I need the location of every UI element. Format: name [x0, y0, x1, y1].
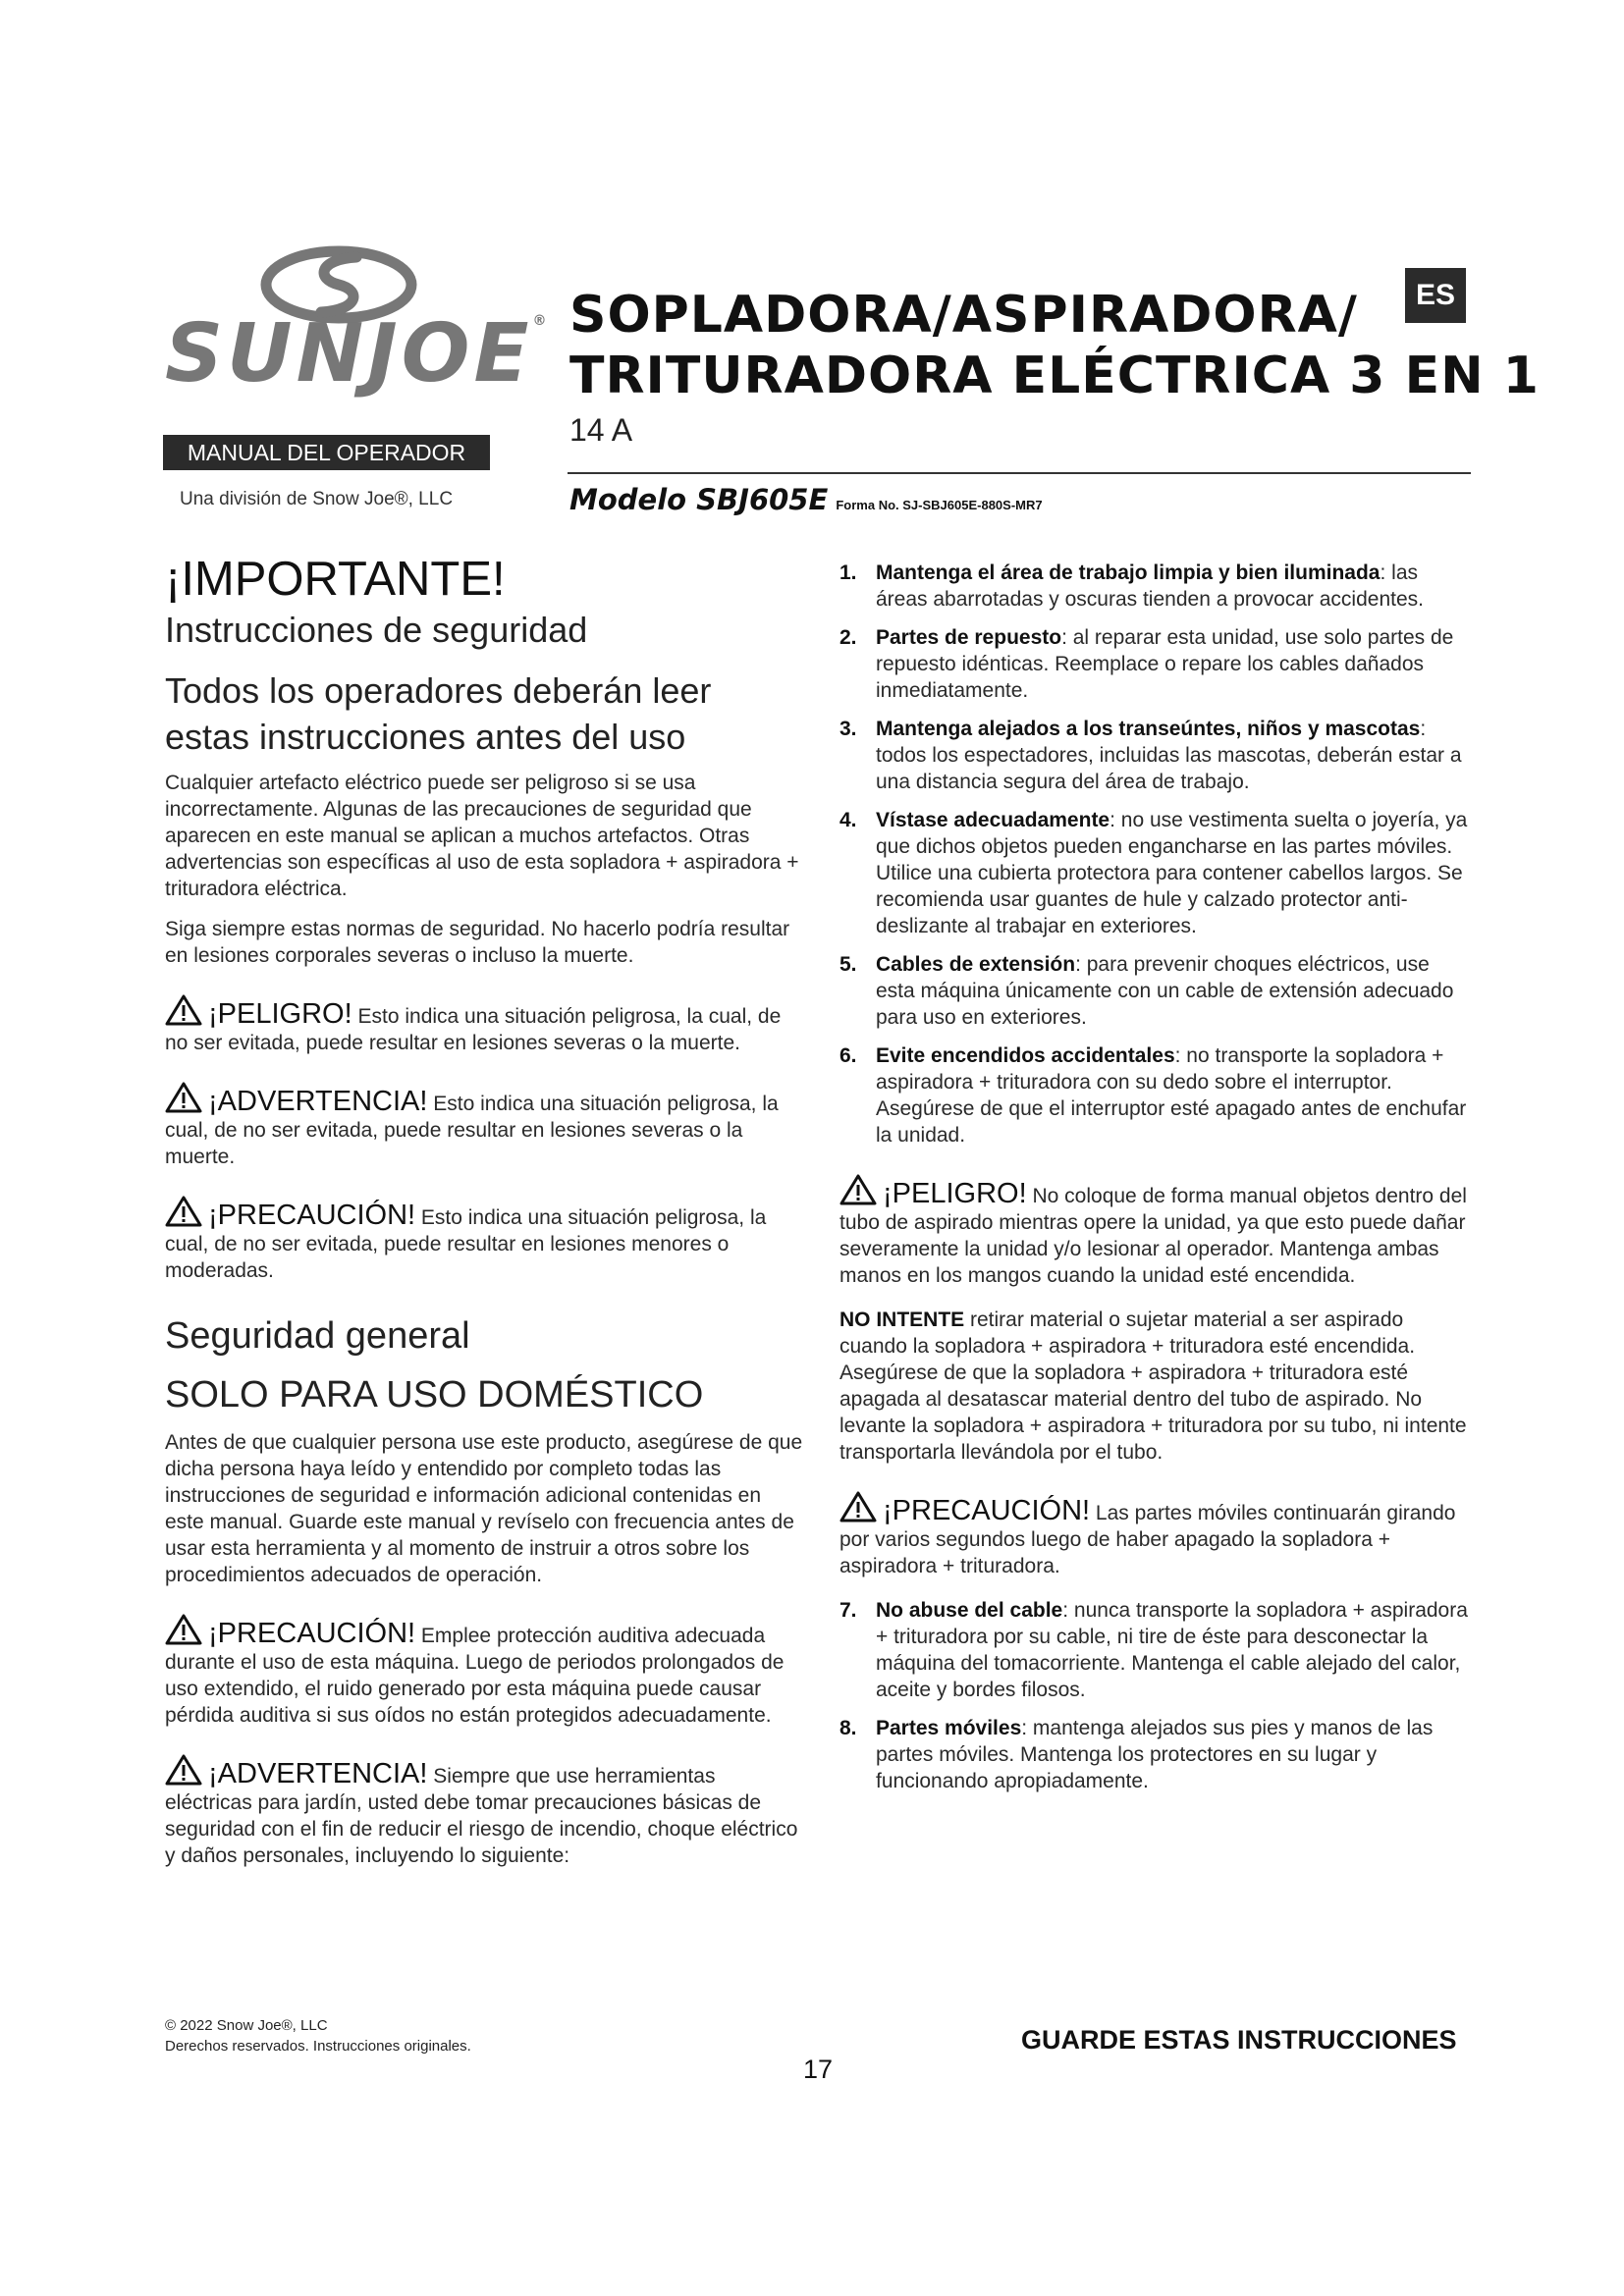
- brand-registered-mark: ®: [532, 313, 551, 329]
- item-lead: Mantenga alejados a los transeúntes, niños y mascotas: [876, 718, 1421, 740]
- item-text: : para prevenir choques eléctricos, use esta máquina únicamente con un cable de extensión adecuado para uso en exteriores.: [876, 953, 1454, 1029]
- danger-tube-text: No coloque de forma manual objetos dentro del tubo de aspirado mientras opere la unidad, ya que esto puede dañar severamente la unidad y/o lesionar al operador. Mantenga ambas manos en los mangos cuando la unidad esté encendida.: [839, 1185, 1467, 1287]
- safety-rules-list-2: [839, 1597, 1473, 1794]
- caution-moving-text: Las partes móviles continuarán girando por varios segundos luego de haber apagado la sopladora + aspiradora + trituradora.: [839, 1502, 1456, 1577]
- item-number: 6.: [839, 1044, 857, 1067]
- warning-triangle-icon: [165, 1754, 202, 1786]
- item-text: : nunca transporte la sopladora + aspiradora + trituradora por su cable, ni tire de éste para desconectar la máquina del tomacorriente. Mantenga el cable alejado del calor, aceite y bordes filosos.: [876, 1599, 1468, 1701]
- general-safety-heading: Seguridad general: [165, 1315, 470, 1357]
- manual-badge: MANUAL DEL OPERADOR: [163, 435, 490, 470]
- safety-instructions-heading: Instrucciones de seguridad: [165, 610, 588, 650]
- item-text: : todos los espectadores, incluidas las mascotas, deberán estar a una distancia segura del área de trabajo.: [876, 718, 1462, 793]
- caution-moving-label: ¡PRECAUCIÓN!: [883, 1495, 1091, 1526]
- model-line: [569, 483, 1043, 517]
- safety-rules-list-1: [839, 560, 1473, 1148]
- item-text: : mantenga alejados sus pies y manos de las partes móviles. Mantenga los protectores en su lugar y funcionando apropiadamente.: [876, 1717, 1434, 1792]
- caution-text: Esto indica una situación peligrosa, la cual, de no ser evitada, puede resultar en lesiones menores o moderadas.: [165, 1206, 767, 1282]
- warning-triangle-icon: [839, 1491, 877, 1522]
- item-number: 2.: [839, 626, 857, 649]
- domestic-only-heading: SOLO PARA USO DOMÉSTICO: [165, 1374, 704, 1415]
- language-badge: ES: [1405, 268, 1466, 323]
- division-text: Una división de Snow Joe®, LLC: [180, 489, 454, 509]
- item-number: 7.: [839, 1599, 857, 1622]
- right-column: [839, 560, 1473, 1806]
- general-safety-paragraph: Antes de que cualquier persona use este producto, asegúrese de que dicha persona haya leído y entendido por completo todas las instrucciones de seguridad e información adicional contenidas en este manual. Guarde este manual y revíselo con frecuencia antes de usar esta herramienta y al momento de instruir a otros sobre los procedimientos adecuados de operación.: [165, 1431, 803, 1586]
- warning-label: ¡ADVERTENCIA!: [208, 1086, 428, 1117]
- model-label: Modelo SBJ605E: [569, 483, 829, 516]
- warning-triangle-icon: [839, 1174, 877, 1205]
- item-lead: Partes móviles: [876, 1717, 1022, 1739]
- caution-hearing-label: ¡PRECAUCIÓN!: [208, 1618, 416, 1649]
- list-item: [839, 560, 1473, 613]
- page-number: 17: [803, 2055, 834, 2084]
- warning-electric-notice: [165, 1754, 803, 1869]
- warning-notice: [165, 1082, 803, 1170]
- title-line-2: TRITURADORA ELÉCTRICA 3 EN 1: [569, 347, 1540, 405]
- item-number: 5.: [839, 953, 857, 976]
- list-item: [839, 1597, 1473, 1703]
- all-operators-heading: Todos los operadores deberán leer estas instrucciones antes del uso: [165, 670, 712, 757]
- product-title: [569, 285, 1540, 406]
- item-lead: Vístase adecuadamente: [876, 809, 1110, 831]
- copyright-line-1: © 2022 Snow Joe®, LLC: [165, 2017, 328, 2034]
- item-lead: Cables de extensión: [876, 953, 1076, 976]
- amperage: 14 A: [569, 412, 633, 448]
- item-text: : no use vestimenta suelta o joyería, ya que dichos objetos pueden engancharse en las partes móviles. Utilice una cubierta protectora para contener cabellos largos. Se recomienda usar guantes de hule y calzado protector anti-deslizante al trabajar en exteriores.: [876, 809, 1468, 937]
- item-number: 4.: [839, 809, 857, 831]
- danger-text: Esto indica una situación peligrosa, la cual, de no ser evitada, puede resultar en lesiones severas o la muerte.: [165, 1005, 782, 1054]
- caution-label: ¡PRECAUCIÓN!: [208, 1200, 416, 1231]
- copyright-block: [165, 2015, 471, 2056]
- item-lead: Evite encendidos accidentales: [876, 1044, 1175, 1067]
- item-lead: Mantenga el área de trabajo limpia y bien iluminada: [876, 561, 1380, 584]
- caution-hearing-text: Emplee protección auditiva adecuada durante el uso de esta máquina. Luego de periodos prolongados de uso extendido, el ruido generado por esta máquina puede causar pérdida auditiva si sus oídos no están protegidos adecuadamente.: [165, 1625, 785, 1727]
- warning-electric-text: Siempre que use herramientas eléctricas para jardín, usted debe tomar precauciones básicas de seguridad con el fin de reducir el riesgo de incendio, choque eléctrico y daños personales, incluyendo lo siguiente:: [165, 1765, 798, 1867]
- brand-wordmark: [165, 307, 551, 400]
- no-intente-paragraph: [839, 1307, 1473, 1466]
- item-lead: No abuse del cable: [876, 1599, 1063, 1622]
- copyright-line-2: Derechos reservados. Instrucciones originales.: [165, 2038, 471, 2055]
- caution-moving-notice: [839, 1491, 1473, 1579]
- list-item: [839, 716, 1473, 795]
- item-number: 1.: [839, 561, 857, 584]
- no-intente-text: retirar material o sujetar material a ser aspirado cuando la sopladora + aspiradora + trituradora esté encendida. Asegúrese de que la sopladora + aspiradora + trituradora esté apagada al desatascar material dentro del tubo de aspirado. No levante la sopladora + aspiradora + trituradora por su tubo, ni intente transportarla llevándola por el tubo.: [839, 1308, 1467, 1464]
- save-instructions: GUARDE ESTAS INSTRUCCIONES: [1021, 2025, 1457, 2055]
- item-text: : al reparar esta unidad, use solo partes de repuesto idénticas. Reemplace o repare los cables dañados inmediatamente.: [876, 626, 1454, 702]
- brand-name: SUNJOE: [165, 307, 533, 400]
- list-item: [839, 624, 1473, 704]
- warning-triangle-icon: [165, 1196, 202, 1227]
- warning-triangle-icon: [165, 1082, 202, 1113]
- caution-hearing-notice: [165, 1614, 803, 1729]
- no-intente-lead: NO INTENTE: [839, 1308, 965, 1331]
- caution-notice: [165, 1196, 803, 1284]
- warning-text: Esto indica una situación peligrosa, la cual, de no ser evitada, puede resultar en lesiones severas o la muerte.: [165, 1093, 779, 1168]
- title-line-1: SOPLADORA/ASPIRADORA/: [569, 286, 1358, 345]
- intro-paragraph-2: Siga siempre estas normas de seguridad. No hacerlo podría resultar en lesiones corporales severas o incluso la muerte.: [165, 918, 790, 967]
- item-number: 8.: [839, 1717, 857, 1739]
- item-text: : no transporte la sopladora + aspiradora + trituradora con su dedo sobre el interruptor. Asegúrese de que el interruptor esté apagado antes de enchufar la unidad.: [876, 1044, 1467, 1147]
- intro-paragraph-1: Cualquier artefacto eléctrico puede ser peligroso si se usa incorrectamente. Algunas de las precauciones de seguridad que aparecen en este manual se aplican a muchos artefactos. Otras advertencias son específicas al uso de esta sopladora + aspiradora + trituradora eléctrica.: [165, 772, 799, 900]
- header-divider: [568, 472, 1471, 474]
- item-text: : las áreas abarrotadas y oscuras tienden a provocar accidentes.: [876, 561, 1424, 611]
- warning-triangle-icon: [165, 994, 202, 1026]
- form-number: Forma No. SJ-SBJ605E-880S-MR7: [836, 498, 1043, 512]
- list-item: [839, 1715, 1473, 1794]
- danger-tube-notice: [839, 1174, 1473, 1289]
- left-column: [165, 550, 803, 1887]
- item-lead: Partes de repuesto: [876, 626, 1062, 649]
- important-heading: ¡IMPORTANTE!: [165, 553, 506, 606]
- list-item: [839, 1042, 1473, 1148]
- item-number: 3.: [839, 718, 857, 740]
- warning-triangle-icon: [165, 1614, 202, 1645]
- danger-tube-label: ¡PELIGRO!: [883, 1178, 1027, 1209]
- danger-label: ¡PELIGRO!: [208, 998, 352, 1030]
- list-item: [839, 951, 1473, 1031]
- list-item: [839, 807, 1473, 939]
- danger-notice: [165, 994, 803, 1056]
- warning-electric-label: ¡ADVERTENCIA!: [208, 1758, 428, 1789]
